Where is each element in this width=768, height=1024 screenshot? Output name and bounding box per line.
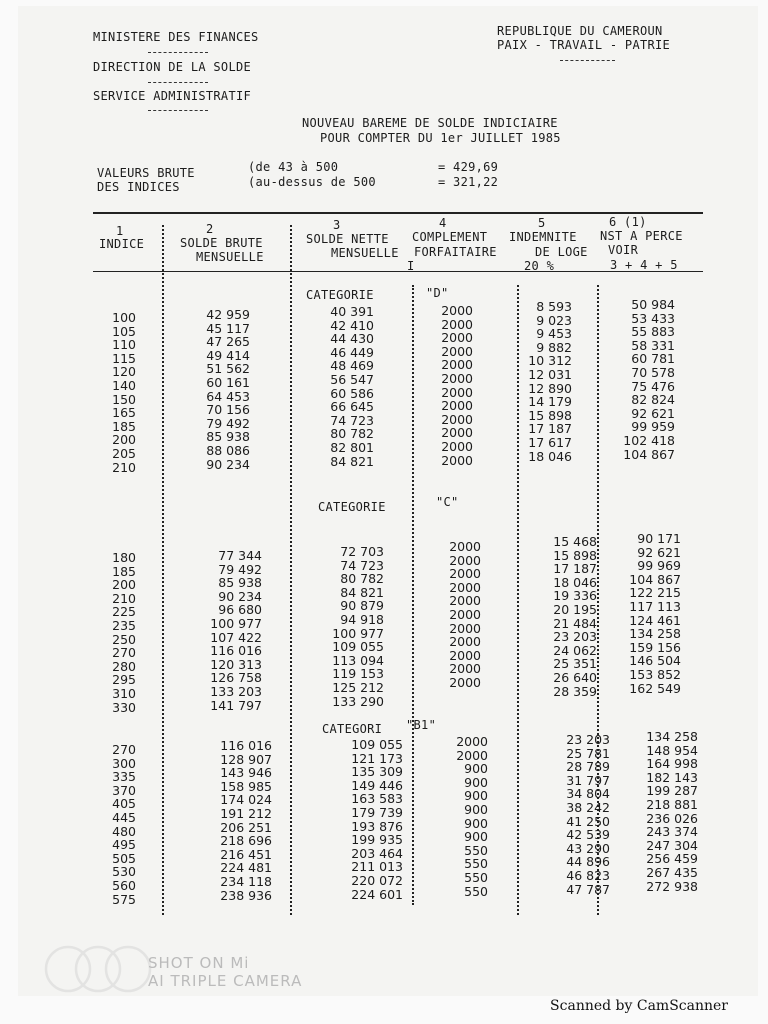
table-cell: 185 (112, 418, 136, 434)
indice-column (92, 551, 136, 714)
table-cell: 28 789 (566, 759, 610, 775)
table-cell: 50 984 (631, 297, 675, 312)
table-cell: 550 (464, 883, 488, 899)
table-cell: 2000 (449, 566, 481, 582)
table-cell: 180 (112, 550, 136, 565)
table-cell: 133 290 (332, 693, 384, 709)
table-cell: 60 161 (206, 374, 250, 390)
table-cell: 560 (112, 877, 136, 893)
table-cell: 70 156 (206, 402, 250, 418)
table-cell: 2000 (449, 606, 481, 622)
table-cell: 9 882 (536, 339, 572, 355)
complement-column (440, 735, 488, 898)
table-cell: 105 (112, 323, 136, 339)
table-cell: 445 (112, 809, 136, 825)
table-cell: 900 (464, 788, 488, 804)
table-cell: 21 484 (553, 615, 597, 631)
col5-label-2: DE LOGE (535, 245, 588, 259)
table-cell: 2000 (441, 330, 473, 346)
table-cell: 38 242 (566, 799, 610, 815)
table-cell: 2000 (449, 661, 481, 677)
table-cell: 24 062 (553, 642, 597, 658)
table-cell: 88 086 (206, 442, 250, 458)
table-cell: 236 026 (646, 810, 698, 826)
table-cell: 115 (112, 350, 136, 366)
table-cell: 116 016 (220, 738, 272, 753)
col4-label-2: FORFAITAIRE (414, 245, 497, 259)
table-cell: 330 (112, 699, 136, 715)
table-cell: 211 013 (351, 859, 403, 875)
table-cell: 210 (112, 590, 136, 606)
table-cell: 19 336 (553, 588, 597, 604)
col3-label-1: SOLDE NETTE (306, 232, 389, 246)
table-cell: 47 787 (566, 881, 610, 897)
table-cell: 18 046 (553, 574, 597, 590)
section-d-code: "D" (426, 286, 449, 300)
table-cell: 191 212 (220, 805, 272, 821)
table-cell: 575 (112, 891, 136, 907)
table-cell: 185 (112, 563, 136, 579)
table-cell: 85 938 (206, 429, 250, 445)
table-cell: 141 797 (210, 697, 262, 713)
table-cell: 23 203 (553, 629, 597, 645)
table-cell: 56 547 (330, 371, 374, 387)
watermark-line-2: AI TRIPLE CAMERA (148, 972, 303, 990)
col3-footnote-mark: I (407, 259, 415, 273)
section-c-label: CATEGORIE (318, 500, 386, 514)
table-cell: 134 258 (646, 729, 698, 744)
table-cell: 2000 (441, 452, 473, 468)
table-cell: 20 195 (553, 601, 597, 617)
table-cell: 104 867 (629, 571, 681, 587)
column-separator (162, 225, 164, 915)
table-cell: 90 234 (206, 456, 250, 472)
section-c-code: "C" (436, 495, 459, 509)
table-cell: 134 258 (629, 626, 681, 642)
table-cell: 210 (112, 459, 136, 475)
table-cell: 79 492 (206, 415, 250, 431)
direction-line: DIRECTION DE LA SOLDE (93, 60, 252, 74)
table-cell: 42 539 (566, 827, 610, 843)
table-cell: 90 879 (340, 598, 384, 614)
table-cell: 116 016 (210, 643, 262, 659)
table-cell: 2000 (449, 539, 481, 554)
col5-label-1: INDEMNITE (509, 230, 577, 244)
table-cell: 2000 (441, 370, 473, 386)
logement-column (527, 535, 597, 698)
col4-label-1: COMPLEMENT (412, 230, 488, 244)
scanner-footer: Scanned by CamScanner (550, 998, 728, 1014)
table-cell: 85 938 (218, 575, 262, 591)
table-cell: 75 476 (631, 378, 675, 394)
section-b1-code: "B1" (406, 718, 437, 732)
table-cell: 51 562 (206, 361, 250, 377)
table-cell: 10 312 (528, 353, 572, 369)
col5-number: 5 (538, 216, 546, 230)
column-separator (517, 285, 519, 915)
table-cell: 205 (112, 445, 136, 461)
table-cell: 120 (112, 364, 136, 380)
table-cell: 82 801 (330, 439, 374, 455)
table-cell: 224 481 (220, 860, 272, 876)
table-cell: 17 187 (528, 421, 572, 437)
table-cell: 102 418 (623, 432, 675, 448)
table-cell: 107 422 (210, 629, 262, 645)
values-label-2: DES INDICES (97, 180, 180, 194)
table-cell: 216 451 (220, 846, 272, 862)
table-cell: 530 (112, 864, 136, 880)
col2-label-1: SOLDE BRUTE (180, 236, 263, 250)
logement-column (520, 300, 572, 463)
table-cell: 153 852 (629, 666, 681, 682)
table-cell: 100 977 (332, 625, 384, 641)
table-cell: 100 (112, 310, 136, 325)
complement-column (433, 540, 481, 703)
table-cell: 15 468 (553, 534, 597, 549)
table-top-rule (93, 212, 703, 214)
total-column (620, 730, 698, 893)
table-cell: 128 907 (220, 751, 272, 767)
table-cell: 119 153 (332, 666, 384, 682)
range-1: (de 43 à 500 (248, 160, 339, 174)
table-cell: 9 023 (536, 312, 572, 328)
table-cell: 48 469 (330, 358, 374, 374)
table-cell: 310 (112, 685, 136, 701)
dash-separator (148, 52, 208, 53)
column-separator (290, 225, 292, 915)
table-cell: 193 876 (351, 818, 403, 834)
table-cell: 900 (464, 815, 488, 831)
table-cell: 34 804 (566, 786, 610, 802)
table-cell: 163 583 (351, 791, 403, 807)
dash-separator (148, 110, 208, 111)
table-cell: 40 391 (330, 304, 374, 319)
dash-separator (560, 60, 615, 61)
table-cell: 370 (112, 782, 136, 798)
table-cell: 159 156 (629, 639, 681, 655)
table-cell: 15 898 (528, 407, 572, 423)
complement-column (425, 304, 473, 467)
table-cell: 126 758 (210, 670, 262, 686)
table-cell: 109 055 (332, 639, 384, 655)
col6-label-2: VOIR (608, 243, 639, 257)
col3-label-2: MENSUELLE (331, 246, 399, 260)
indice-column (92, 311, 136, 474)
table-cell: 121 173 (351, 750, 403, 766)
table-cell: 109 055 (351, 737, 403, 752)
table-cell: 84 821 (330, 453, 374, 469)
table-cell: 2000 (441, 384, 473, 400)
document-subtitle: POUR COMPTER DU 1er JUILLET 1985 (320, 131, 561, 145)
table-cell: 2000 (449, 634, 481, 650)
table-cell: 225 (112, 604, 136, 620)
table-cell: 17 617 (528, 434, 572, 450)
table-cell: 90 171 (637, 531, 681, 546)
table-cell: 900 (464, 774, 488, 790)
table-cell: 199 935 (351, 832, 403, 848)
table-cell: 99 969 (637, 558, 681, 574)
table-cell: 224 601 (351, 886, 403, 902)
table-cell: 120 313 (210, 656, 262, 672)
col6-label-3: 3 + 4 + 5 (610, 258, 678, 272)
table-cell: 125 212 (332, 679, 384, 695)
table-cell: 100 977 (210, 615, 262, 631)
table-cell: 2000 (441, 316, 473, 332)
col6-number: 6 (1) (609, 215, 647, 229)
col4-number: 4 (439, 216, 447, 230)
table-cell: 2000 (456, 747, 488, 763)
table-cell: 158 985 (220, 778, 272, 794)
table-cell: 18 046 (528, 448, 572, 464)
table-cell: 162 549 (629, 680, 681, 696)
table-cell: 270 (112, 742, 136, 757)
table-cell: 92 621 (631, 405, 675, 421)
service-line: SERVICE ADMINISTRATIF (93, 89, 252, 103)
nette-column (318, 545, 384, 708)
table-cell: 77 344 (218, 548, 262, 563)
table-cell: 23 203 (566, 732, 610, 747)
table-cell: 113 094 (332, 652, 384, 668)
table-cell: 122 215 (629, 585, 681, 601)
table-cell: 133 203 (210, 683, 262, 699)
table-cell: 148 954 (646, 742, 698, 758)
table-cell: 900 (464, 829, 488, 845)
col5-label-3: 20 % (524, 259, 555, 273)
table-cell: 2000 (449, 620, 481, 636)
table-cell: 200 (112, 432, 136, 448)
document-title: NOUVEAU BAREME DE SOLDE INDICIAIRE (302, 116, 558, 130)
table-cell: 12 890 (528, 380, 572, 396)
table-cell: 90 234 (218, 588, 262, 604)
brute-column (180, 308, 250, 471)
table-cell: 58 331 (631, 337, 675, 353)
table-cell: 203 464 (351, 845, 403, 861)
table-cell: 117 113 (629, 598, 681, 614)
table-cell: 238 936 (220, 887, 272, 903)
table-cell: 405 (112, 796, 136, 812)
table-cell: 80 782 (330, 426, 374, 442)
table-cell: 243 374 (646, 824, 698, 840)
table-cell: 42 410 (330, 317, 374, 333)
table-cell: 72 703 (340, 544, 384, 559)
table-cell: 41 250 (566, 813, 610, 829)
brute-column (198, 739, 272, 902)
value-1: = 429,69 (438, 160, 499, 174)
table-cell: 84 821 (340, 584, 384, 600)
table-cell: 256 459 (646, 851, 698, 867)
table-cell: 2000 (441, 411, 473, 427)
table-cell: 74 723 (340, 557, 384, 573)
values-label-1: VALEURS BRUTE (97, 166, 195, 180)
table-cell: 25 351 (553, 656, 597, 672)
table-cell: 12 031 (528, 366, 572, 382)
table-cell: 220 072 (351, 872, 403, 888)
table-cell: 2000 (441, 438, 473, 454)
table-cell: 25 781 (566, 745, 610, 761)
table-cell: 234 118 (220, 873, 272, 889)
table-cell: 2000 (449, 593, 481, 609)
table-cell: 42 959 (206, 307, 250, 322)
col1-number: 1 (116, 224, 124, 238)
table-cell: 74 723 (330, 412, 374, 428)
table-cell: 45 117 (206, 320, 250, 336)
table-cell: 2000 (441, 303, 473, 318)
table-cell: 2000 (449, 647, 481, 663)
table-cell: 60 781 (631, 351, 675, 367)
table-cell: 110 (112, 337, 136, 353)
table-cell: 165 (112, 405, 136, 421)
col3-number: 3 (333, 218, 341, 232)
table-cell: 94 918 (340, 611, 384, 627)
table-cell: 272 938 (646, 878, 698, 894)
table-cell: 150 (112, 391, 136, 407)
table-cell: 2000 (441, 398, 473, 414)
table-cell: 2000 (449, 674, 481, 690)
table-cell: 143 946 (220, 765, 272, 781)
table-cell: 2000 (456, 734, 488, 749)
table-cell: 495 (112, 837, 136, 853)
table-cell: 247 304 (646, 837, 698, 853)
section-b1-label: CATEGORI (322, 722, 383, 736)
table-cell: 164 998 (646, 756, 698, 772)
ministry-line: MINISTERE DES FINANCES (93, 30, 259, 44)
table-cell: 44 896 (566, 854, 610, 870)
indice-column (92, 743, 136, 906)
table-cell: 505 (112, 850, 136, 866)
col2-label-2: MENSUELLE (196, 250, 264, 264)
table-cell: 199 287 (646, 783, 698, 799)
table-cell: 900 (464, 761, 488, 777)
brute-column (190, 549, 262, 712)
table-cell: 70 578 (631, 364, 675, 380)
table-cell: 44 430 (330, 331, 374, 347)
table-cell: 9 453 (536, 326, 572, 342)
table-cell: 46 823 (566, 867, 610, 883)
motto-line: PAIX - TRAVAIL - PATRIE (497, 38, 671, 52)
dash-separator (148, 82, 208, 83)
table-cell: 550 (464, 842, 488, 858)
table-cell: 335 (112, 769, 136, 785)
table-cell: 14 179 (528, 394, 572, 410)
section-d-label: CATEGORIE (306, 288, 374, 302)
table-cell: 60 586 (330, 385, 374, 401)
table-cell: 64 453 (206, 388, 250, 404)
table-cell: 99 959 (631, 419, 675, 435)
table-cell: 96 680 (218, 602, 262, 618)
table-cell: 218 696 (220, 833, 272, 849)
table-cell: 250 (112, 631, 136, 647)
table-cell: 179 739 (351, 804, 403, 820)
col6-label-1: NST A PERCE (600, 229, 683, 243)
table-cell: 146 504 (629, 653, 681, 669)
table-cell: 280 (112, 658, 136, 674)
table-cell: 550 (464, 869, 488, 885)
table-cell: 17 187 (553, 561, 597, 577)
table-cell: 53 433 (631, 310, 675, 326)
nette-column (325, 738, 403, 901)
table-cell: 28 359 (553, 683, 597, 699)
col2-number: 2 (206, 222, 214, 236)
table-cell: 124 461 (629, 612, 681, 628)
table-cell: 82 824 (631, 392, 675, 408)
table-cell: 2000 (449, 552, 481, 568)
table-cell: 2000 (441, 425, 473, 441)
table-cell: 26 640 (553, 669, 597, 685)
table-cell: 295 (112, 672, 136, 688)
table-cell: 218 881 (646, 796, 698, 812)
table-cell: 47 265 (206, 334, 250, 350)
table-cell: 235 (112, 617, 136, 633)
table-cell: 206 251 (220, 819, 272, 835)
table-cell: 79 492 (218, 561, 262, 577)
table-cell: 550 (464, 856, 488, 872)
table-cell: 174 024 (220, 792, 272, 808)
table-cell: 480 (112, 823, 136, 839)
table-cell: 270 (112, 645, 136, 661)
table-cell: 92 621 (637, 544, 681, 560)
table-cell: 66 645 (330, 399, 374, 415)
table-cell: 900 (464, 801, 488, 817)
table-cell: 300 (112, 755, 136, 771)
table-cell: 140 (112, 377, 136, 393)
table-cell: 2000 (441, 357, 473, 373)
nette-column (300, 305, 374, 468)
table-cell: 135 309 (351, 764, 403, 780)
value-2: = 321,22 (438, 175, 499, 189)
table-cell: 2000 (449, 579, 481, 595)
logement-column (540, 733, 610, 896)
republic-line: REPUBLIQUE DU CAMEROUN (497, 24, 663, 38)
watermark-text (148, 954, 302, 990)
watermark-line-1: SHOT ON Mi (148, 954, 250, 972)
table-cell: 31 797 (566, 772, 610, 788)
table-cell: 182 143 (646, 769, 698, 785)
table-cell: 43 290 (566, 840, 610, 856)
total-column (608, 298, 675, 461)
table-cell: 49 414 (206, 347, 250, 363)
table-cell: 80 782 (340, 571, 384, 587)
table-cell (433, 690, 481, 704)
range-2: (au-dessus de 500 (248, 175, 376, 189)
table-cell: 55 883 (631, 324, 675, 340)
table-cell: 149 446 (351, 777, 403, 793)
table-cell: 267 435 (646, 864, 698, 880)
column-separator (412, 285, 414, 905)
col1-label: INDICE (99, 237, 145, 251)
table-cell: 104 867 (623, 446, 675, 462)
table-cell: 2000 (441, 343, 473, 359)
table-cell: 200 (112, 577, 136, 593)
table-cell: 8 593 (536, 299, 572, 314)
total-column (603, 532, 681, 695)
table-cell: 46 449 (330, 344, 374, 360)
table-cell: 15 898 (553, 547, 597, 563)
